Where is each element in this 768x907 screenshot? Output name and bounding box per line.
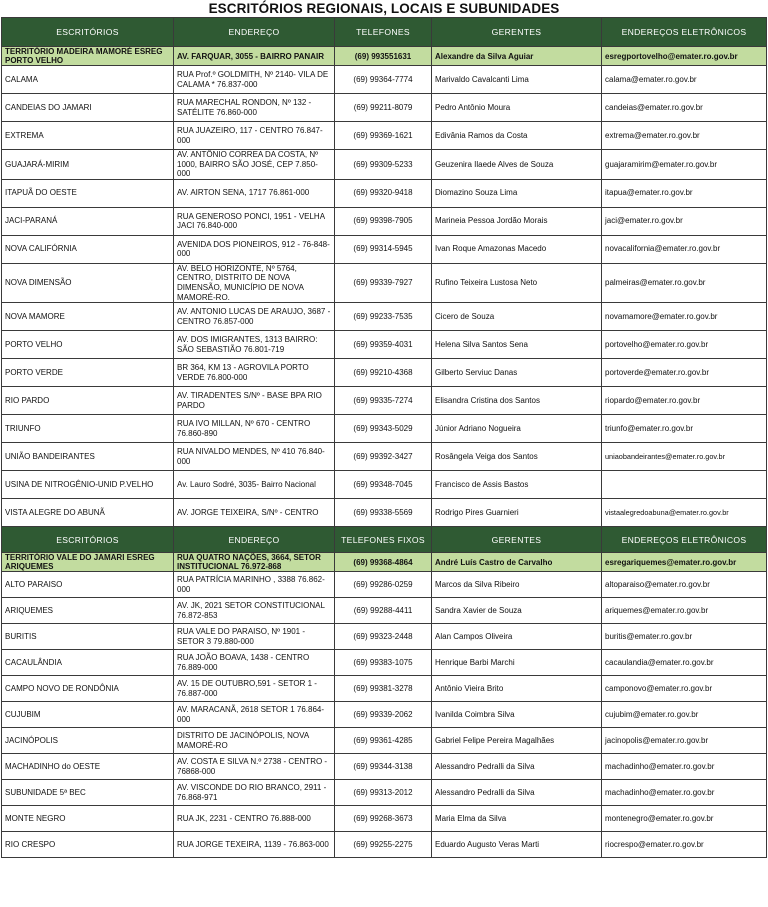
office-cell: USINA DE NITROGÊNIO-UNID P.VELHO (2, 471, 174, 499)
office-cell: BURITIS (2, 624, 174, 650)
office-cell: TRIUNFO (2, 415, 174, 443)
address-cell: AV. JORGE TEIXEIRA, S/Nº - CENTRO (174, 499, 335, 527)
table-row (2, 94, 767, 122)
email-cell: portovelho@emater.ro.gov.br (602, 331, 767, 359)
email-cell: novacalifornia@emater.ro.gov.br (602, 235, 767, 263)
phone-cell: (69) 99233-7535 (335, 303, 432, 331)
table-row (2, 359, 767, 387)
office-cell: CUJUBIM (2, 702, 174, 728)
email-cell: cujubim@emater.ro.gov.br (602, 702, 767, 728)
email-cell: novamamore@emater.ro.gov.br (602, 303, 767, 331)
email-cell: ariquemes@emater.ro.gov.br (602, 598, 767, 624)
phone-cell: (69) 99255-2275 (335, 832, 432, 858)
phone-cell: (69) 99383-1075 (335, 650, 432, 676)
column-header: TELEFONES (335, 18, 432, 47)
office-cell: ALTO PARAISO (2, 572, 174, 598)
table-row (2, 331, 767, 359)
phone-cell: (69) 99359-4031 (335, 331, 432, 359)
manager-cell: Marineia Pessoa Jordão Morais (432, 207, 602, 235)
email-cell: machadinho@emater.ro.gov.br (602, 754, 767, 780)
table-row (2, 728, 767, 754)
phone-cell: (69) 99348-7045 (335, 471, 432, 499)
column-header: ENDEREÇOS ELETRÔNICOS (602, 527, 767, 553)
address-cell: AVENIDA DOS PIONEIROS, 912 - 76-848-000 (174, 235, 335, 263)
address-cell: AV. AIRTON SENA, 1717 76.861-000 (174, 179, 335, 207)
table-row (2, 387, 767, 415)
manager-cell: Edivânia Ramos da Costa (432, 122, 602, 150)
office-cell: ARIQUEMES (2, 598, 174, 624)
address-cell: AV. FARQUAR, 3055 - BAIRRO PANAIR (174, 47, 335, 66)
email-cell (602, 471, 767, 499)
phone-cell: (69) 99339-2062 (335, 702, 432, 728)
table-row (2, 806, 767, 832)
office-cell: NOVA CALIFÓRNIA (2, 235, 174, 263)
manager-cell: Helena Silva Santos Sena (432, 331, 602, 359)
office-cell: CACAULÂNDIA (2, 650, 174, 676)
phone-cell: (69) 99381-3278 (335, 676, 432, 702)
phone-cell: (69) 99320-9418 (335, 179, 432, 207)
manager-cell: Antônio Vieira Brito (432, 676, 602, 702)
manager-cell: Alexandre da Silva Aguiar (432, 47, 602, 66)
phone-cell: (69) 99338-5569 (335, 499, 432, 527)
manager-cell: Rosângela Veiga dos Santos (432, 443, 602, 471)
email-cell: itapua@emater.ro.gov.br (602, 179, 767, 207)
email-cell: riopardo@emater.ro.gov.br (602, 387, 767, 415)
phone-cell: (69) 99398-7905 (335, 207, 432, 235)
phone-cell: (69) 99343-5029 (335, 415, 432, 443)
table-header-row (2, 18, 767, 47)
email-cell: cacaulandia@emater.ro.gov.br (602, 650, 767, 676)
manager-cell: Alessandro Pedralli da Silva (432, 754, 602, 780)
address-cell: AV. BELO HORIZONTE, Nº 5764, CENTRO, DISTRITO DE NOVA DIMENSÃO, MUNICÍPIO DE NOVA MAMORÉ-RO. (174, 263, 335, 302)
manager-cell: Rodrigo Pires Guarnieri (432, 499, 602, 527)
table-row (2, 676, 767, 702)
email-cell: uniaobandeirantes@emater.ro.gov.br (602, 443, 767, 471)
office-cell: RIO PARDO (2, 387, 174, 415)
phone-cell: (69) 99211-8079 (335, 94, 432, 122)
column-header: GERENTES (432, 18, 602, 47)
office-cell: PORTO VERDE (2, 359, 174, 387)
phone-cell: (69) 99361-4285 (335, 728, 432, 754)
email-cell: palmeiras@emater.ro.gov.br (602, 263, 767, 302)
phone-cell: (69) 99335-7274 (335, 387, 432, 415)
office-cell: RIO CRESPO (2, 832, 174, 858)
office-cell: ITAPUÃ DO OESTE (2, 179, 174, 207)
table-row (2, 66, 767, 94)
table-header-row (2, 527, 767, 553)
address-cell: Av. Lauro Sodré, 3035- Bairro Nacional (174, 471, 335, 499)
manager-cell: Ivan Roque Amazonas Macedo (432, 235, 602, 263)
address-cell: RUA Prof.º GOLDMITH, Nº 2140- VILA DE CALAMA * 76.837-000 (174, 66, 335, 94)
table-row (2, 650, 767, 676)
table-row (2, 207, 767, 235)
address-cell: AV. JK, 2021 SETOR CONSTITUCIONAL 76.872-853 (174, 598, 335, 624)
table-row (2, 415, 767, 443)
office-cell: JACI-PARANÁ (2, 207, 174, 235)
column-header: TELEFONES FIXOS (335, 527, 432, 553)
address-cell: AV. DOS IMIGRANTES, 1313 BAIRRO: SÃO SEBASTIÃO 76.801-719 (174, 331, 335, 359)
table-row (2, 702, 767, 728)
office-cell: GUAJARÁ-MIRIM (2, 150, 174, 180)
manager-cell: Cicero de Souza (432, 303, 602, 331)
phone-cell: (69) 99392-3427 (335, 443, 432, 471)
email-cell: riocrespo@emater.ro.gov.br (602, 832, 767, 858)
phone-cell: (69) 99339-7927 (335, 263, 432, 302)
manager-cell: Alessandro Pedralli da Silva (432, 780, 602, 806)
email-cell: calama@emater.ro.gov.br (602, 66, 767, 94)
office-cell: CAMPO NOVO DE RONDÔNIA (2, 676, 174, 702)
offices-table (1, 17, 767, 858)
table-row (2, 150, 767, 180)
address-cell: RUA JORGE TEXEIRA, 1139 - 76.863-000 (174, 832, 335, 858)
table-row (2, 754, 767, 780)
office-cell: MACHADINHO do OESTE (2, 754, 174, 780)
table-row (2, 499, 767, 527)
office-cell: MONTE NEGRO (2, 806, 174, 832)
email-cell: camponovo@emater.ro.gov.br (602, 676, 767, 702)
phone-cell: (69) 99313-2012 (335, 780, 432, 806)
email-cell: vistaalegredoabuna@emater.ro.gov.br (602, 499, 767, 527)
office-cell: SUBUNIDADE 5ª BEC (2, 780, 174, 806)
address-cell: AV. TIRADENTES S/Nº - BASE BPA RIO PARDO (174, 387, 335, 415)
address-cell: RUA JK, 2231 - CENTRO 76.888-000 (174, 806, 335, 832)
manager-cell: Rufino Teixeira Lustosa Neto (432, 263, 602, 302)
table-row (2, 179, 767, 207)
table-row (2, 443, 767, 471)
manager-cell: Júnior Adriano Nogueira (432, 415, 602, 443)
address-cell: BR 364, KM 13 - AGROVILA PORTO VERDE 76.800-000 (174, 359, 335, 387)
table-row (2, 598, 767, 624)
email-cell: jaci@emater.ro.gov.br (602, 207, 767, 235)
address-cell: RUA GENEROSO PONCI, 1951 - VELHA JACI 76.840-000 (174, 207, 335, 235)
column-header: ESCRITÓRIOS (2, 18, 174, 47)
office-cell: CALAMA (2, 66, 174, 94)
address-cell: AV. ANTONIO LUCAS DE ARAUJO, 3687 - CENTRO 76.857-000 (174, 303, 335, 331)
manager-cell: Henrique Barbi Marchi (432, 650, 602, 676)
email-cell: triunfo@emater.ro.gov.br (602, 415, 767, 443)
address-cell: RUA VALE DO PARAISO, Nº 1901 - SETOR 3 79.880-000 (174, 624, 335, 650)
address-cell: RUA QUATRO NAÇÕES, 3664, SETOR INSTITUCIONAL 76.972-868 (174, 553, 335, 572)
address-cell: RUA IVO MILLAN, Nº 670 - CENTRO 76.860-890 (174, 415, 335, 443)
phone-cell: (69) 993551631 (335, 47, 432, 66)
address-cell: RUA JUAZEIRO, 117 - CENTRO 76.847-000 (174, 122, 335, 150)
column-header: GERENTES (432, 527, 602, 553)
column-header: ESCRITÓRIOS (2, 527, 174, 553)
table-row (2, 263, 767, 302)
manager-cell: Eduardo Augusto Veras Marti (432, 832, 602, 858)
manager-cell: Sandra Xavier de Souza (432, 598, 602, 624)
manager-cell: Ivanilda Coimbra Silva (432, 702, 602, 728)
office-cell: NOVA MAMORE (2, 303, 174, 331)
manager-cell: Gilberto Serviuc Danas (432, 359, 602, 387)
address-cell: AV. ANTÔNIO CORREA DA COSTA, Nº 1000, BAIRRO SÃO JOSÉ, CEP 7.850-000 (174, 150, 335, 180)
manager-cell: Marivaldo Cavalcanti Lima (432, 66, 602, 94)
address-cell: AV. 15 DE OUTUBRO,591 - SETOR 1 - 76.887-000 (174, 676, 335, 702)
office-cell: CANDEIAS DO JAMARI (2, 94, 174, 122)
manager-cell: Gabriel Felipe Pereira Magalhães (432, 728, 602, 754)
phone-cell: (69) 99369-1621 (335, 122, 432, 150)
email-cell: montenegro@emater.ro.gov.br (602, 806, 767, 832)
email-cell: guajaramirim@emater.ro.gov.br (602, 150, 767, 180)
regional-office-row (2, 47, 767, 66)
phone-cell: (69) 99323-2448 (335, 624, 432, 650)
phone-cell: (69) 99210-4368 (335, 359, 432, 387)
address-cell: RUA MARECHAL RONDON, Nº 132 - SATÉLITE 76.860-000 (174, 94, 335, 122)
phone-cell: (69) 99288-4411 (335, 598, 432, 624)
phone-cell: (69) 99286-0259 (335, 572, 432, 598)
office-cell: TERRITÓRIO MADEIRA MAMORÉ ESREG PORTO VELHO (2, 47, 174, 66)
address-cell: AV. VISCONDE DO RIO BRANCO, 2911 - 76.868-971 (174, 780, 335, 806)
address-cell: RUA NIVALDO MENDES, Nº 410 76.840-000 (174, 443, 335, 471)
regional-office-row (2, 553, 767, 572)
email-cell: extrema@emater.ro.gov.br (602, 122, 767, 150)
address-cell: AV. MARACANÃ, 2618 SETOR 1 76.864-000 (174, 702, 335, 728)
office-cell: PORTO VELHO (2, 331, 174, 359)
table-row (2, 832, 767, 858)
column-header: ENDEREÇOS ELETRÔNICOS (602, 18, 767, 47)
column-header: ENDEREÇO (174, 18, 335, 47)
address-cell: DISTRITO DE JACINÓPOLIS, NOVA MAMORÉ-RO (174, 728, 335, 754)
address-cell: AV. COSTA E SILVA N.º 2738 - CENTRO - 76868-000 (174, 754, 335, 780)
table-row (2, 624, 767, 650)
email-cell: candeias@emater.ro.gov.br (602, 94, 767, 122)
office-cell: UNIÃO BANDEIRANTES (2, 443, 174, 471)
manager-cell: Francisco de Assis Bastos (432, 471, 602, 499)
page-title: ESCRITÓRIOS REGIONAIS, LOCAIS E SUBUNIDADES (208, 1, 560, 16)
table-row (2, 235, 767, 263)
table-row (2, 471, 767, 499)
email-cell: jacinopolis@emater.ro.gov.br (602, 728, 767, 754)
address-cell: RUA PATRÍCIA MARINHO , 3388 76.862-000 (174, 572, 335, 598)
address-cell: RUA JOÃO BOAVA, 1438 - CENTRO 76.889-000 (174, 650, 335, 676)
manager-cell: Elisandra Cristina dos Santos (432, 387, 602, 415)
office-cell: VISTA ALEGRE DO ABUNÃ (2, 499, 174, 527)
manager-cell: Diomazino Souza Lima (432, 179, 602, 207)
office-cell: JACINÓPOLIS (2, 728, 174, 754)
phone-cell: (69) 99364-7774 (335, 66, 432, 94)
manager-cell: Geuzenira Ilaede Alves de Souza (432, 150, 602, 180)
phone-cell: (69) 99368-4864 (335, 553, 432, 572)
table-row (2, 572, 767, 598)
email-cell: altoparaiso@emater.ro.gov.br (602, 572, 767, 598)
email-cell: esregariquemes@emater.ro.gov.br (602, 553, 767, 572)
column-header: ENDEREÇO (174, 527, 335, 553)
phone-cell: (69) 99344-3138 (335, 754, 432, 780)
office-cell: TERRITÓRIO VALE DO JAMARI ESREG ARIQUEMES (2, 553, 174, 572)
office-cell: EXTREMA (2, 122, 174, 150)
manager-cell: Marcos da Silva Ribeiro (432, 572, 602, 598)
manager-cell: Alan Campos Oliveira (432, 624, 602, 650)
phone-cell: (69) 99314-5945 (335, 235, 432, 263)
phone-cell: (69) 99309-5233 (335, 150, 432, 180)
email-cell: buritis@emater.ro.gov.br (602, 624, 767, 650)
phone-cell: (69) 99268-3673 (335, 806, 432, 832)
table-row (2, 780, 767, 806)
table-row (2, 303, 767, 331)
manager-cell: Maria Elma da Silva (432, 806, 602, 832)
table-row (2, 122, 767, 150)
email-cell: machadinho@emater.ro.gov.br (602, 780, 767, 806)
manager-cell: Pedro Antônio Moura (432, 94, 602, 122)
manager-cell: André Luís Castro de Carvalho (432, 553, 602, 572)
email-cell: portoverde@emater.ro.gov.br (602, 359, 767, 387)
email-cell: esregportovelho@emater.ro.gov.br (602, 47, 767, 66)
office-cell: NOVA DIMENSÃO (2, 263, 174, 302)
